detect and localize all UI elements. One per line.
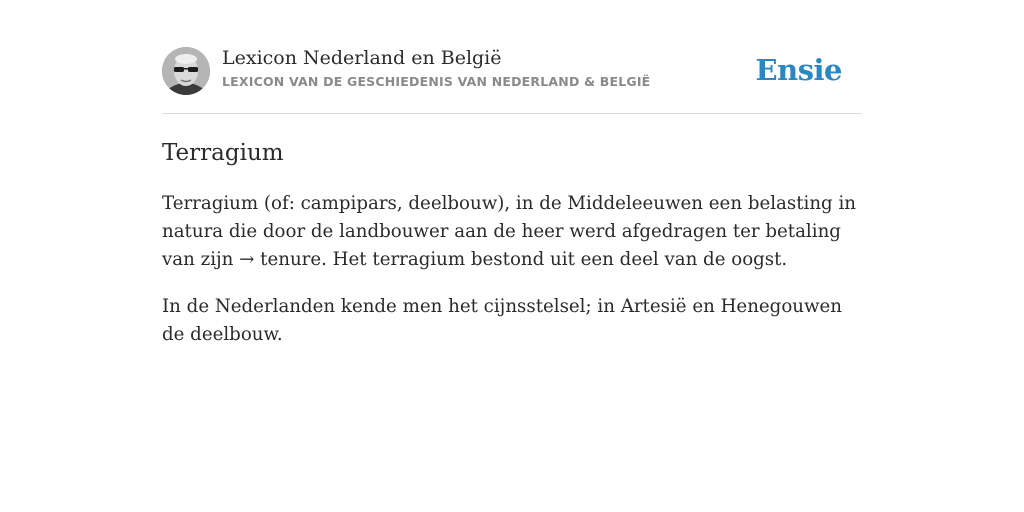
brand-logo-link[interactable]: Ensie <box>755 53 842 87</box>
entry-paragraph: In de Nederlanden kende men het cijnsstelsel; in Artesië en Henegouwen de deelbouw. <box>162 296 843 345</box>
entry-body <box>162 190 862 368</box>
avatar-portrait-icon <box>162 47 210 95</box>
avatar[interactable] <box>162 47 210 95</box>
entry-paragraph: Terragium (of: campipars, deelbouw), in de Middeleeuwen een belasting in natura die door de landbouwer aan de heer werd afgedragen ter betaling van zijn → tenure. Het terragium bestond uit een deel van de oogst. <box>162 193 857 270</box>
entry-card <box>162 0 862 345</box>
site-header <box>162 0 862 114</box>
site-title[interactable]: Lexicon Nederland en België <box>222 47 502 69</box>
entry-title: Terragium <box>162 140 284 166</box>
site-heading <box>222 45 650 93</box>
site-subtitle: LEXICON VAN DE GESCHIEDENIS VAN NEDERLAND & BELGIË <box>222 74 651 89</box>
